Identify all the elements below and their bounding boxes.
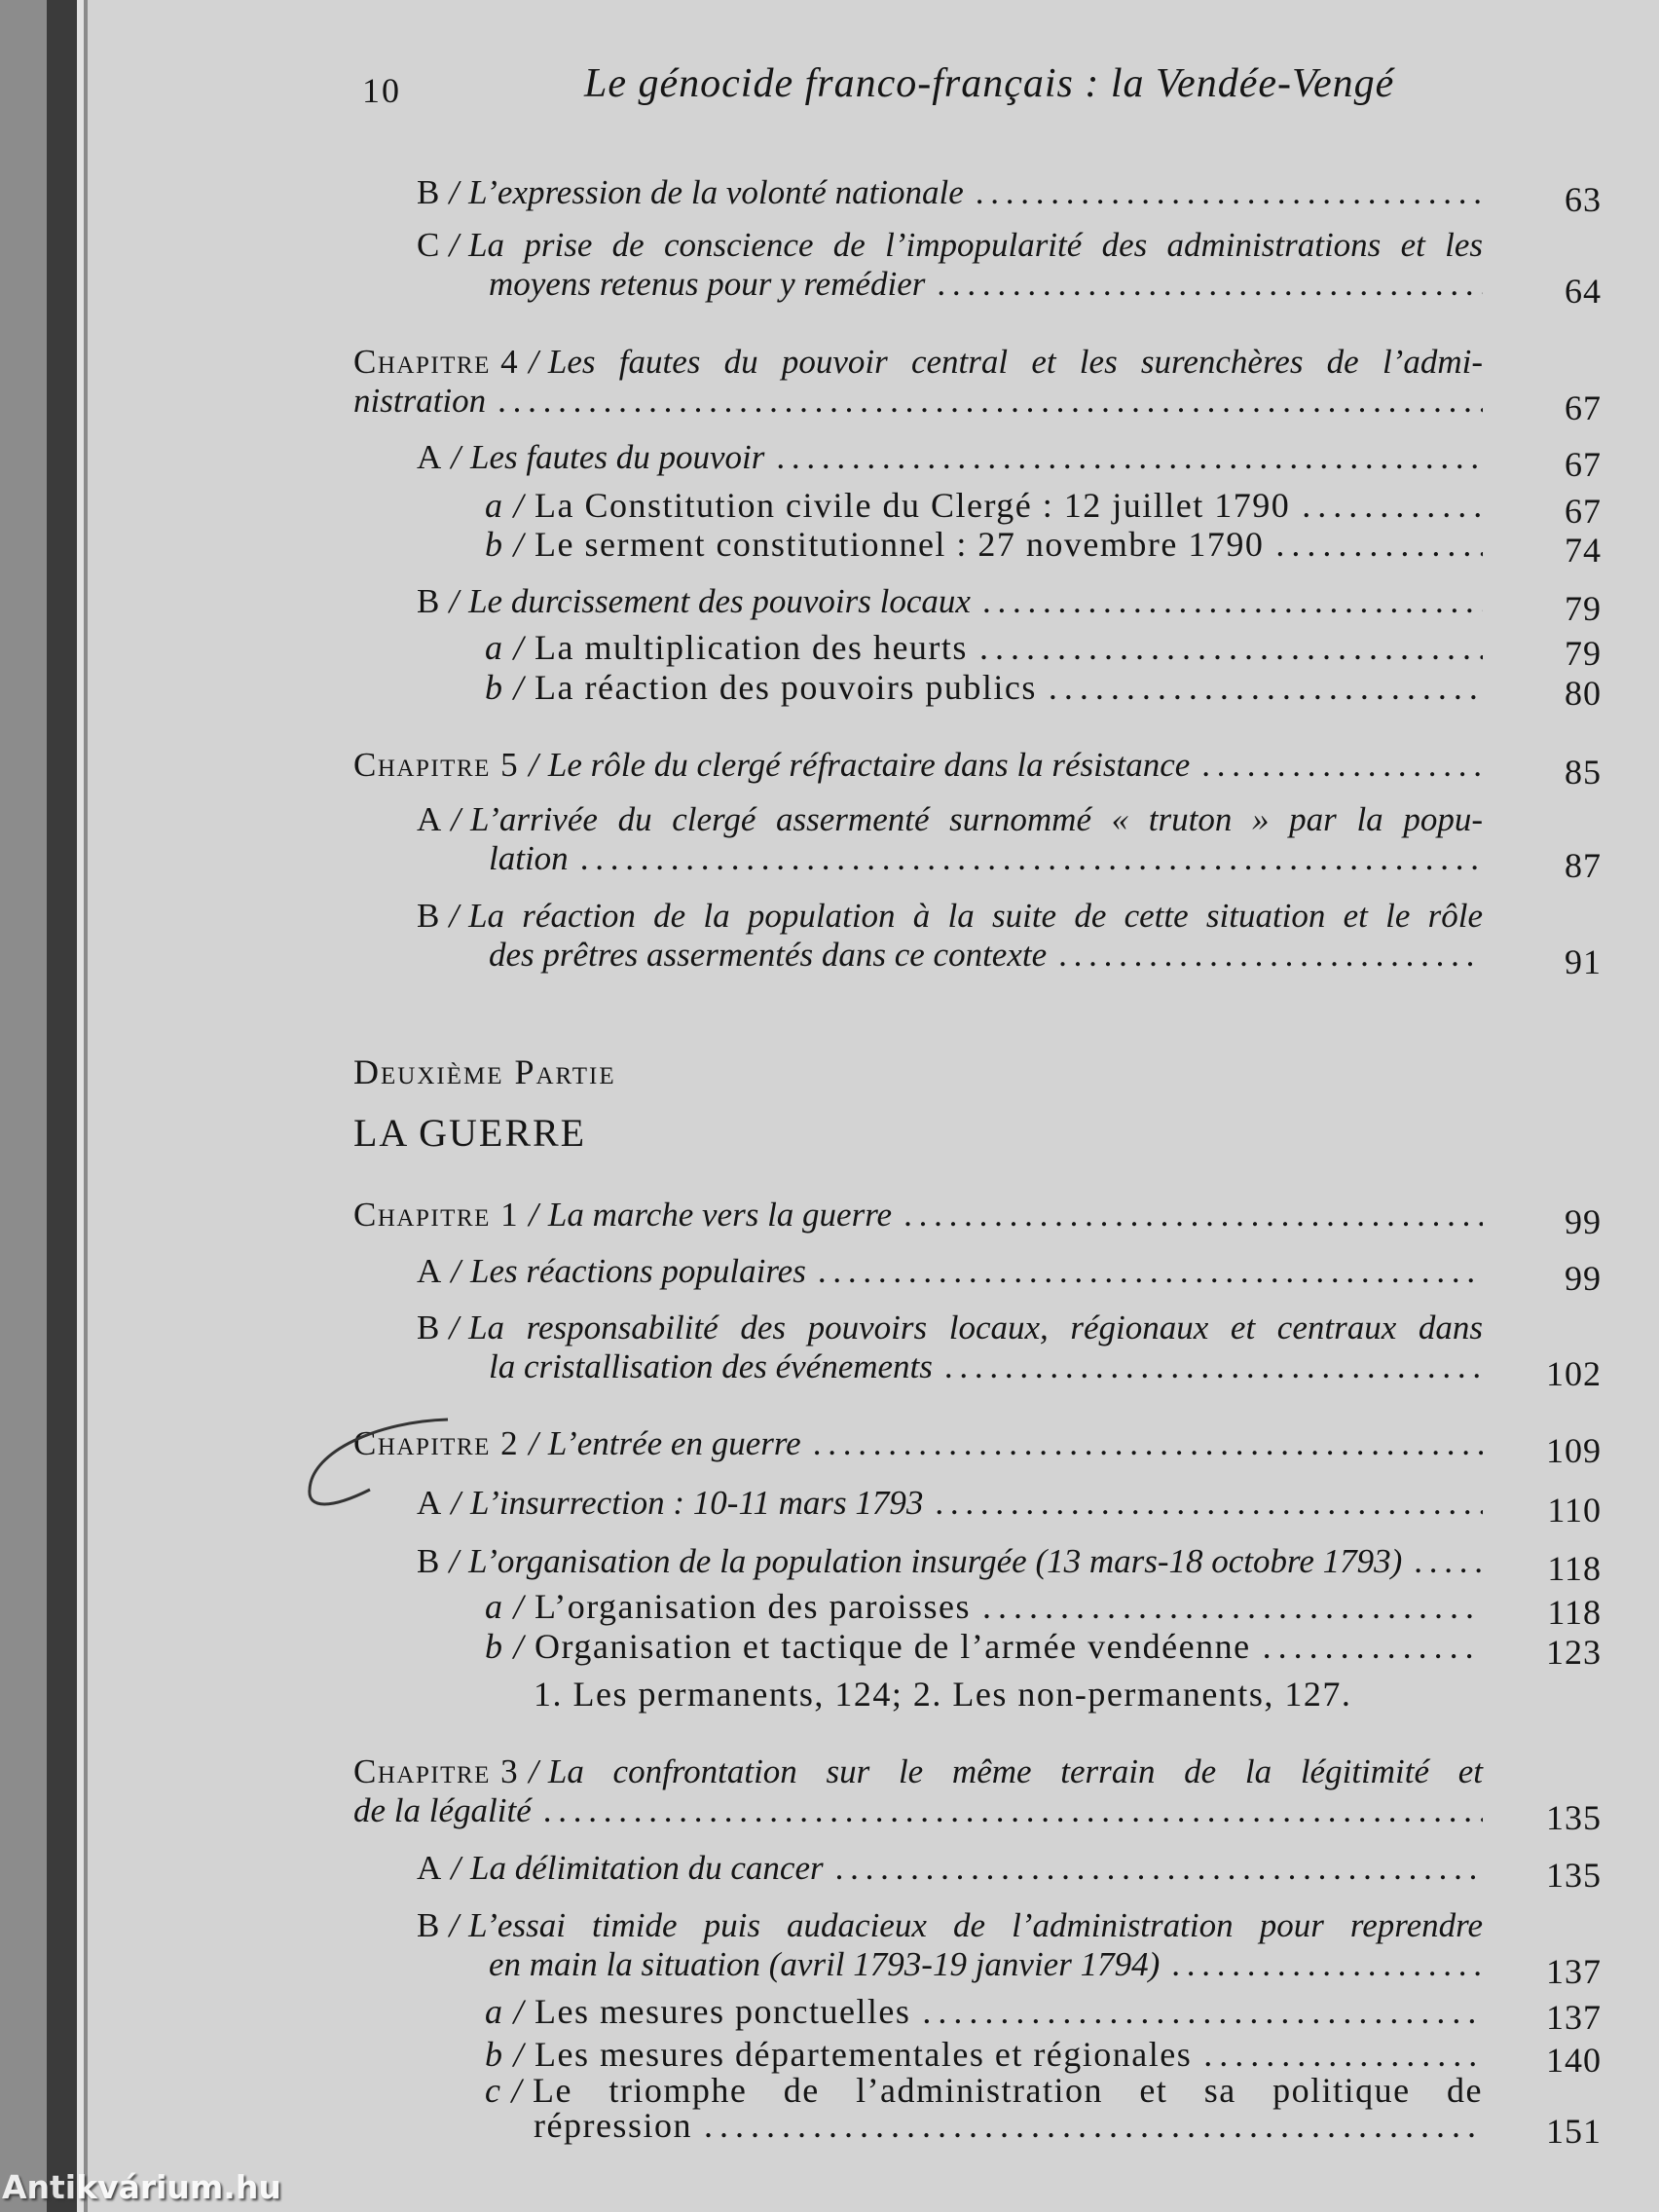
toc-page-number: 140 (1546, 2041, 1602, 2080)
toc-page-number: 137 (1546, 1998, 1602, 2037)
toc-entry-label: B (417, 1542, 440, 1580)
toc-entry (417, 1309, 1483, 1347)
toc-entry (353, 1752, 1483, 1791)
toc-page-number: 67 (1565, 445, 1602, 484)
toc-page-number: 85 (1565, 753, 1602, 792)
dot-leader (982, 1586, 1483, 1627)
toc-entry-continuation (489, 1347, 1483, 1386)
dot-leader (498, 382, 1483, 421)
toc-entry (353, 343, 1483, 382)
toc-entry-continuation (489, 265, 1483, 304)
separator: / (451, 800, 461, 838)
toc-entry-title: La Constitution civile du Clergé : 12 juillet 1790 (535, 486, 1291, 525)
toc-entry-title: La délimitation du cancer (470, 1849, 824, 1887)
toc-page-number: 123 (1546, 1633, 1602, 1672)
separator: / (449, 173, 460, 211)
separator: / (529, 343, 538, 381)
toc-page-number: 102 (1546, 1354, 1602, 1393)
toc-entry-label: b (485, 525, 504, 564)
part-label: Deuxième Partie (353, 1052, 616, 1091)
separator: / (513, 1587, 526, 1626)
toc-entry-label: C (417, 226, 440, 264)
toc-entry (485, 627, 1483, 668)
dot-leader (1058, 936, 1483, 975)
toc-entry-title: L’expression de la volonté nationale (468, 173, 964, 211)
toc-page-number: 109 (1546, 1431, 1602, 1470)
separator: / (513, 1627, 526, 1666)
book-spine-shadow (47, 0, 77, 2212)
separator: / (513, 668, 526, 707)
toc-entry (417, 173, 1483, 212)
toc-entry-title: La multiplication des heurts (535, 628, 968, 667)
toc-entry-title: L’arrivée du clergé assermenté surnommé « truton » par la popu- (470, 800, 1483, 838)
dot-leader (979, 627, 1483, 668)
toc-entry (353, 746, 1483, 785)
toc-entry-label: c (485, 2071, 502, 2110)
dot-leader (1414, 1542, 1483, 1581)
toc-entry-continuation (353, 382, 1483, 421)
toc-entry-label: B (417, 1309, 440, 1346)
toc-page-number: 118 (1547, 1593, 1602, 1632)
toc-entry-label: a (485, 628, 504, 667)
toc-entry (485, 1991, 1483, 2032)
toc-entry (485, 667, 1483, 708)
dot-leader (1263, 1626, 1483, 1667)
separator: / (451, 1484, 461, 1522)
page-edge (77, 0, 84, 2212)
toc-entry-title: La prise de conscience de l’impopularité des administrations et les (468, 226, 1483, 264)
separator: / (529, 1196, 538, 1234)
toc-entry (417, 582, 1483, 621)
toc-entry-title: La réaction de la population à la suite de cette situation et le rôle (468, 897, 1483, 935)
toc-entry-title: répression (534, 2106, 692, 2145)
separator: / (529, 1424, 538, 1462)
toc-page-number: 91 (1565, 942, 1602, 981)
toc-entry (534, 1674, 1483, 1714)
toc-entry-label: b (485, 668, 504, 707)
dot-leader (543, 1791, 1483, 1830)
toc-entry-label: Chapitre 1 (353, 1196, 520, 1234)
toc-page-number: 110 (1547, 1491, 1602, 1530)
toc-entry-title: La marche vers la guerre (547, 1196, 893, 1234)
separator: / (449, 897, 460, 935)
toc-entry-label: a (485, 486, 504, 525)
separator: / (449, 582, 460, 620)
watermark: Antikvárium.hu (2, 2168, 281, 2206)
dot-leader (1171, 1945, 1483, 1984)
toc-entry (485, 524, 1483, 565)
separator: / (511, 2071, 523, 2110)
toc-entry-title: lation (489, 839, 569, 877)
toc-page-number: 67 (1565, 388, 1602, 427)
toc-entry-label: A (417, 1252, 442, 1290)
toc-page-number: 79 (1565, 589, 1602, 628)
toc-page-number: 99 (1565, 1259, 1602, 1298)
dot-leader (818, 1252, 1483, 1291)
dot-leader (922, 1991, 1483, 2032)
toc-page-number: 63 (1565, 180, 1602, 219)
separator: / (513, 628, 526, 667)
dot-leader (835, 1849, 1483, 1888)
toc-entry (417, 1542, 1483, 1581)
toc-entry (417, 1484, 1483, 1523)
toc-entry-title: la cristallisation des événements (489, 1347, 933, 1385)
separator: / (451, 438, 461, 476)
separator: / (449, 1542, 460, 1580)
toc-entry-title: en main la situation (avril 1793-19 janvier 1794) (489, 1945, 1161, 1983)
toc-entry-label: a (485, 1992, 504, 2031)
toc-page-number: 135 (1546, 1856, 1602, 1895)
toc-entry-label: A (417, 438, 442, 476)
toc-entry-label: b (485, 2035, 504, 2074)
separator: / (529, 746, 538, 784)
separator: / (513, 525, 526, 564)
toc-page-number: 80 (1565, 674, 1602, 713)
toc-entry (417, 1849, 1483, 1888)
toc-entry-label: A (417, 1849, 442, 1887)
dot-leader (1302, 485, 1483, 526)
dot-leader (580, 839, 1483, 878)
toc-entry-label: B (417, 582, 440, 620)
dot-leader (982, 582, 1483, 621)
dot-leader (937, 265, 1483, 304)
toc-entry (417, 226, 1483, 265)
separator: / (451, 1849, 461, 1887)
toc-entry-continuation (489, 839, 1483, 878)
toc-entry-title: nistration (353, 382, 487, 420)
toc-page-number: 74 (1565, 531, 1602, 570)
book-edge (0, 0, 47, 2212)
separator: / (513, 2035, 526, 2074)
toc-page-number: 151 (1546, 2112, 1602, 2151)
toc-entry-title: L’organisation des paroisses (535, 1587, 971, 1626)
toc-entry-label: b (485, 1627, 504, 1666)
dot-leader (1201, 746, 1483, 785)
toc-entry-continuation (489, 1945, 1483, 1984)
toc-entry-title: Le rôle du clergé réfractaire dans la résistance (547, 746, 1191, 784)
dot-leader (776, 438, 1483, 477)
toc-entry-title: La confrontation sur le même terrain de la légitimité et (547, 1752, 1483, 1790)
separator: / (449, 1309, 460, 1346)
part-title: LA GUERRE (353, 1111, 587, 1155)
separator: / (451, 1252, 461, 1290)
toc-entry-label: Chapitre 3 (353, 1752, 520, 1790)
toc-entry-title: L’insurrection : 10-11 mars 1793 (470, 1484, 924, 1522)
toc-entry (417, 800, 1483, 839)
toc-entry-title: des prêtres assermentés dans ce contexte (489, 936, 1048, 974)
toc-entry-title: Les mesures départementales et régionales (535, 2035, 1193, 2074)
toc-entry-title: de la légalité (353, 1791, 532, 1829)
separator: / (449, 1906, 460, 1944)
toc-entry-label: B (417, 1906, 440, 1944)
separator: / (449, 226, 460, 264)
page-edge-line (84, 0, 88, 2212)
toc-page-number: 135 (1546, 1798, 1602, 1837)
toc-entry (417, 438, 1483, 477)
toc-entry-label: Chapitre 5 (353, 746, 520, 784)
toc-page-number: 67 (1565, 492, 1602, 531)
pencil-mark (292, 1412, 458, 1519)
toc-entry-label: B (417, 173, 440, 211)
toc-entry-title: Organisation et tactique de l’armée vendéenne (535, 1627, 1251, 1666)
page-number: 10 (362, 71, 401, 110)
dot-leader (976, 173, 1483, 212)
dot-leader (1049, 667, 1483, 708)
dot-leader (704, 2105, 1483, 2146)
toc-entry-label: a (485, 1587, 504, 1626)
dot-leader (1203, 2034, 1483, 2075)
toc-entry (353, 1424, 1483, 1463)
toc-entry-title: Le serment constitutionnel : 27 novembre 1790 (535, 525, 1265, 564)
toc-entry (485, 1586, 1483, 1627)
toc-entry-title: L’entrée en guerre (547, 1424, 801, 1462)
toc-entry-title: moyens retenus pour y remédier (489, 265, 926, 303)
toc-entry-continuation (534, 2105, 1483, 2146)
separator: / (513, 486, 526, 525)
toc-entry-title: Les fautes du pouvoir central et les surenchères de l’admi- (547, 343, 1483, 381)
dot-leader (935, 1484, 1483, 1523)
toc-entry-label: Chapitre 2 (353, 1424, 520, 1462)
toc-page-number: 99 (1565, 1202, 1602, 1241)
dot-leader (813, 1424, 1483, 1463)
toc-entry-title: Les mesures ponctuelles (535, 1992, 911, 2031)
toc-entry-title: Le durcissement des pouvoirs locaux (468, 582, 971, 620)
dot-leader (944, 1347, 1483, 1386)
separator: / (529, 1752, 538, 1790)
running-title: Le génocide franco-français : la Vendée-Vengé (584, 61, 1395, 106)
toc-page-number: 64 (1565, 272, 1602, 311)
toc-entry-title: 1. Les permanents, 124; 2. Les non-permanents, 127. (534, 1675, 1352, 1714)
toc-entry-title: Les réactions populaires (470, 1252, 806, 1290)
dot-leader (903, 1196, 1483, 1235)
toc-entry (485, 2034, 1483, 2075)
toc-page-number: 118 (1547, 1549, 1602, 1588)
toc-entry (485, 1626, 1483, 1667)
toc-entry (417, 897, 1483, 936)
dot-leader (1275, 524, 1483, 565)
toc-entry-title: Le triomphe de l’administration et sa politique de (533, 2071, 1483, 2110)
toc-entry (417, 1252, 1483, 1291)
separator: / (513, 1992, 526, 2031)
toc-entry-title: Les fautes du pouvoir (470, 438, 765, 476)
toc-entry-title: La réaction des pouvoirs publics (535, 668, 1037, 707)
toc-entry-title: L’essai timide puis audacieux de l’administration pour reprendre (468, 1906, 1483, 1944)
toc-entry-label: A (417, 800, 442, 838)
toc-entry-label: A (417, 1484, 442, 1522)
toc-entry (417, 1906, 1483, 1945)
toc-page-number: 137 (1546, 1952, 1602, 1991)
toc-entry (353, 1196, 1483, 1235)
toc-entry-title: L’organisation de la population insurgée (13 mars-18 octobre 1793) (468, 1542, 1403, 1580)
toc-entry-label: B (417, 897, 440, 935)
toc-page-number: 79 (1565, 634, 1602, 673)
toc-entry-continuation (489, 936, 1483, 975)
toc-entry-title: La responsabilité des pouvoirs locaux, régionaux et centraux dans (468, 1309, 1483, 1346)
toc-page-number: 87 (1565, 846, 1602, 885)
toc-entry-continuation (353, 1791, 1483, 1830)
toc-entry-label: Chapitre 4 (353, 343, 520, 381)
toc-entry (485, 485, 1483, 526)
